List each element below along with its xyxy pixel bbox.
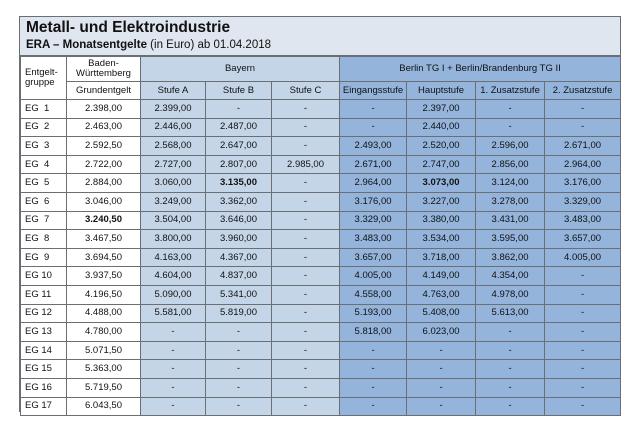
header-berlin: Berlin TG I + Berlin/Brandenburg TG II [340,57,621,82]
table-cell: - [206,323,272,342]
table-cell: 5.581,00 [141,304,206,323]
table-cell: - [340,100,407,119]
table-cell: 2.985,00 [272,155,340,174]
table-cell: - [545,100,621,119]
table-body [21,100,621,416]
table-row [21,211,621,230]
table-cell: - [141,378,206,397]
table-row [21,341,621,360]
table-cell: - [340,397,407,416]
table-cell: 2.807,00 [206,155,272,174]
table-cell: 3.960,00 [206,230,272,249]
header-zusatzstufe-2: 2. Zusatzstufe [545,82,621,100]
header-eingangsstufe: Eingangsstufe [340,82,407,100]
table-cell: 4.488,00 [67,304,141,323]
table-row [21,230,621,249]
table-cell: - [545,341,621,360]
page-title: Metall- und Elektroindustrie [26,19,231,36]
table-cell: 2.592,50 [67,137,141,156]
table-cell: 3.227,00 [407,192,476,211]
table-cell: - [272,360,340,379]
table-cell: 3.595,00 [476,230,545,249]
salary-table-frame [19,16,621,412]
table-cell: - [476,118,545,137]
table-cell: 4.978,00 [476,285,545,304]
header-stufe-c: Stufe C [272,82,340,100]
table-cell: - [340,341,407,360]
table-cell: - [272,211,340,230]
table-cell: 5.363,00 [67,360,141,379]
table-cell: - [545,118,621,137]
table-cell: - [206,341,272,360]
subtitle-rest: (in Euro) ab 01.04.2018 [146,39,272,51]
row-group-label: EG 9 [21,248,67,267]
table-row [21,137,621,156]
table-cell: - [206,100,272,119]
table-cell: - [545,304,621,323]
table-cell: 2.722,00 [67,155,141,174]
table-cell: - [272,137,340,156]
table-cell: - [141,341,206,360]
table-row [21,323,621,342]
table-cell: - [407,341,476,360]
table-row [21,118,621,137]
table-row [21,378,621,397]
table-cell: 5.071,50 [67,341,141,360]
table-cell: - [476,341,545,360]
table-cell: 3.467,50 [67,230,141,249]
table-cell: 4.558,00 [340,285,407,304]
table-cell: - [476,323,545,342]
table-cell: - [272,174,340,193]
table-cell: 2.568,00 [141,137,206,156]
table-cell: 2.596,00 [476,137,545,156]
table-cell: - [545,378,621,397]
row-group-label: EG 6 [21,192,67,211]
row-group-label: EG 3 [21,137,67,156]
table-cell: - [206,360,272,379]
table-cell: 3.278,00 [476,192,545,211]
table-cell: - [545,285,621,304]
page-subtitle [26,39,271,51]
table-cell: 2.747,00 [407,155,476,174]
table-cell: 3.073,00 [407,174,476,193]
table-cell: - [407,360,476,379]
table-cell: 2.398,00 [67,100,141,119]
table-cell: 3.135,00 [206,174,272,193]
row-group-label: EG 7 [21,211,67,230]
table-cell: 3.362,00 [206,192,272,211]
table-cell: - [272,192,340,211]
table-cell: 5.613,00 [476,304,545,323]
row-group-label: EG 15 [21,360,67,379]
header-hauptstufe: Hauptstufe [407,82,476,100]
table-cell: - [272,304,340,323]
table-cell: 3.718,00 [407,248,476,267]
table-cell: 5.090,00 [141,285,206,304]
header-stufe-a: Stufe A [141,82,206,100]
table-cell: 3.060,00 [141,174,206,193]
table-cell: 2.440,00 [407,118,476,137]
table-cell: - [272,285,340,304]
table-row [21,304,621,323]
table-row [21,100,621,119]
table-cell: 3.937,50 [67,267,141,286]
table-cell: - [141,397,206,416]
table-row [21,248,621,267]
table-cell: - [340,118,407,137]
row-group-label: EG 17 [21,397,67,416]
table-cell: 2.964,00 [545,155,621,174]
table-cell: 3.380,00 [407,211,476,230]
table-cell: 2.647,00 [206,137,272,156]
table-cell: 5.193,00 [340,304,407,323]
table-cell: 4.005,00 [545,248,621,267]
table-cell: 4.763,00 [407,285,476,304]
row-group-label: EG 2 [21,118,67,137]
table-cell: 4.604,00 [141,267,206,286]
table-cell: - [272,397,340,416]
header-grundentgelt: Grundentgelt [67,82,141,100]
table-cell: 3.483,00 [340,230,407,249]
table-cell: 3.657,00 [340,248,407,267]
table-cell: 4.149,00 [407,267,476,286]
table-cell: 2.397,00 [407,100,476,119]
table-row [21,174,621,193]
row-group-label: EG 4 [21,155,67,174]
table-cell: 5.341,00 [206,285,272,304]
row-group-label: EG 1 [21,100,67,119]
table-cell: - [545,267,621,286]
table-cell: 3.483,00 [545,211,621,230]
table-cell: 3.800,00 [141,230,206,249]
table-cell: 2.727,00 [141,155,206,174]
table-cell: 2.671,00 [340,155,407,174]
table-cell: 4.837,00 [206,267,272,286]
subtitle-bold: ERA – Monatsentgelte [26,39,147,51]
row-group-label: EG 13 [21,323,67,342]
table-cell: - [476,100,545,119]
table-cell: - [340,360,407,379]
table-cell: 4.354,00 [476,267,545,286]
table-cell: - [476,378,545,397]
table-cell: 2.399,00 [141,100,206,119]
table-cell: 3.240,50 [67,211,141,230]
row-group-label: EG 12 [21,304,67,323]
table-cell: - [476,360,545,379]
table-row [21,267,621,286]
table-cell: 3.862,00 [476,248,545,267]
table-row [21,155,621,174]
row-group-label: EG 11 [21,285,67,304]
table-cell: 6.043,50 [67,397,141,416]
table-cell: 3.329,00 [340,211,407,230]
table-cell: 3.431,00 [476,211,545,230]
table-cell: - [340,378,407,397]
table-cell: - [407,397,476,416]
header-zusatzstufe-1: 1. Zusatzstufe [476,82,545,100]
table-cell: 2.463,00 [67,118,141,137]
table-cell: 4.196,50 [67,285,141,304]
table-cell: 4.367,00 [206,248,272,267]
table-cell: - [545,360,621,379]
table-cell: - [272,118,340,137]
table-cell: - [272,323,340,342]
header-bw-region: Baden- Württemberg [67,57,141,82]
table-cell: 2.520,00 [407,137,476,156]
table-cell: 3.124,00 [476,174,545,193]
table-cell: 5.408,00 [407,304,476,323]
table-cell: 4.005,00 [340,267,407,286]
title-bar [20,17,620,56]
table-cell: - [272,378,340,397]
table-cell: - [206,378,272,397]
table-cell: - [272,341,340,360]
header-group: Entgelt- gruppe [21,57,67,100]
table-cell: 5.719,50 [67,378,141,397]
salary-table [20,56,621,416]
table-cell: - [545,397,621,416]
table-cell: - [272,230,340,249]
row-group-label: EG 8 [21,230,67,249]
table-cell: 3.176,00 [545,174,621,193]
table-cell: 3.694,50 [67,248,141,267]
table-cell: 3.657,00 [545,230,621,249]
table-cell: 5.819,00 [206,304,272,323]
table-cell: 6.023,00 [407,323,476,342]
table-cell: 3.646,00 [206,211,272,230]
table-cell: 2.856,00 [476,155,545,174]
table-cell: - [206,397,272,416]
table-row [21,397,621,416]
header-stufe-b: Stufe B [206,82,272,100]
table-cell: - [141,360,206,379]
table-cell: - [476,397,545,416]
table-cell: 2.493,00 [340,137,407,156]
table-cell: 3.329,00 [545,192,621,211]
row-group-label: EG 5 [21,174,67,193]
table-row [21,192,621,211]
table-cell: 2.446,00 [141,118,206,137]
table-cell: 3.046,00 [67,192,141,211]
table-cell: 5.818,00 [340,323,407,342]
table-cell: 3.504,00 [141,211,206,230]
table-cell: - [545,323,621,342]
row-group-label: EG 14 [21,341,67,360]
table-cell: 4.163,00 [141,248,206,267]
table-cell: - [407,378,476,397]
table-cell: 3.176,00 [340,192,407,211]
row-group-label: EG 10 [21,267,67,286]
table-cell: 2.884,00 [67,174,141,193]
table-cell: - [272,248,340,267]
table-cell: 3.534,00 [407,230,476,249]
table-cell: 2.964,00 [340,174,407,193]
table-cell: - [272,267,340,286]
table-cell: 3.249,00 [141,192,206,211]
table-cell: - [272,100,340,119]
table-row [21,285,621,304]
table-cell: 4.780,00 [67,323,141,342]
row-group-label: EG 16 [21,378,67,397]
table-cell: 2.671,00 [545,137,621,156]
table-row [21,360,621,379]
table-cell: 2.487,00 [206,118,272,137]
header-bayern: Bayern [141,57,340,82]
table-cell: - [141,323,206,342]
